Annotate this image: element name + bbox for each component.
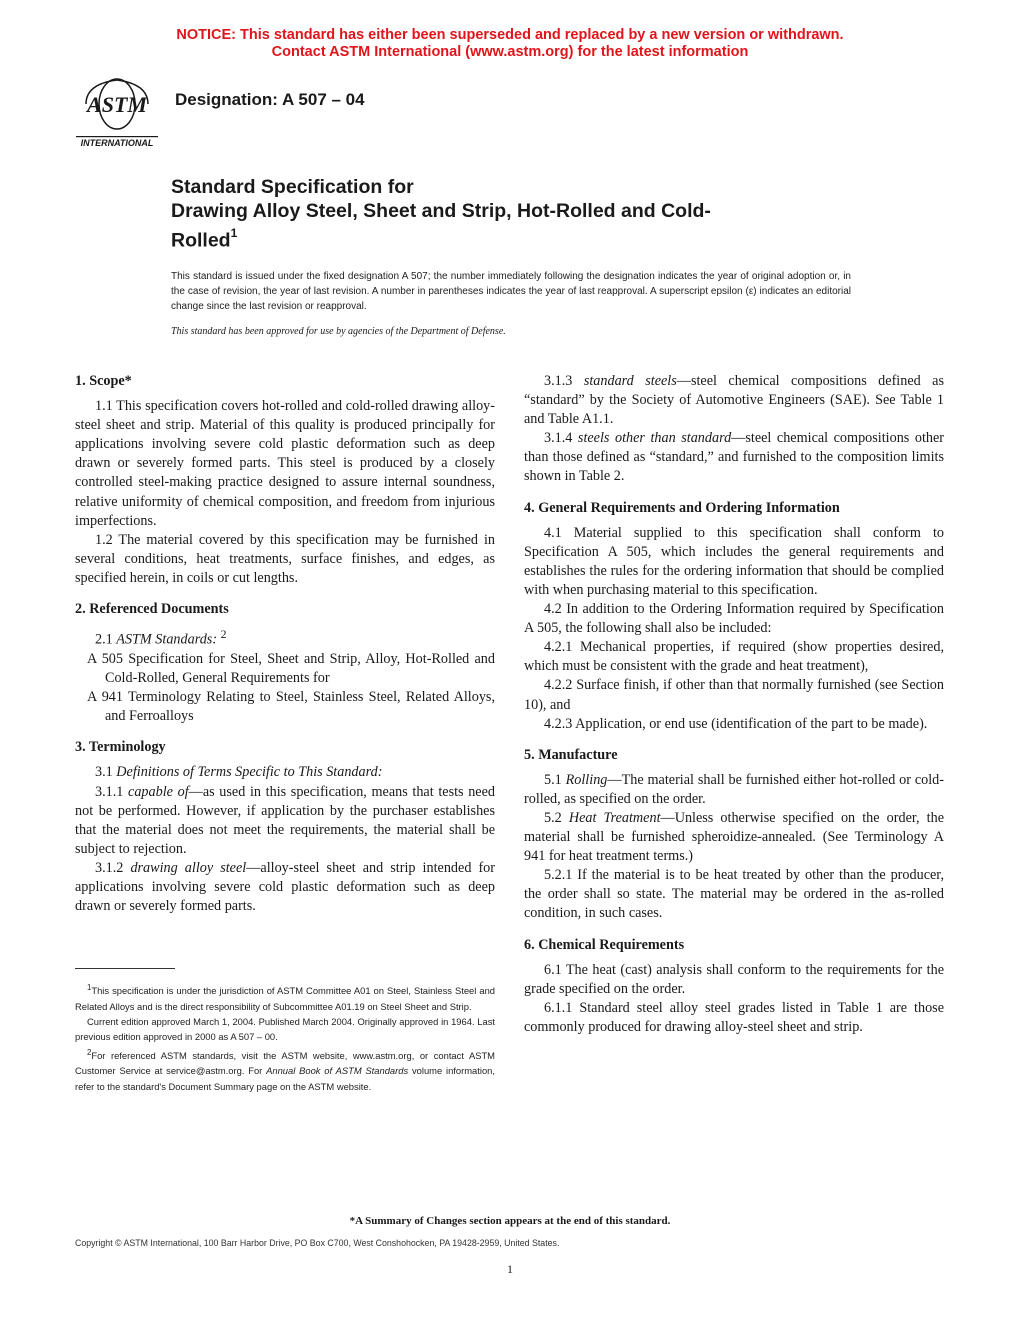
ref-a505: A 505 Specification for Steel, Sheet and Strip, Alloy, Hot-Rolled and Cold-Rolled, General Requirements for	[87, 650, 495, 687]
issuance-note: This standard is issued under the fixed designation A 507; the number immediately following the designation indicates the year of original adoption or, in the case of revision, the year of last revision. A number in parentheses indicates the year of last reapproval. A superscript epsilon (ε) indicates an editorial change since the last revision or reapproval.	[171, 271, 851, 312]
copyright: Copyright © ASTM International, 100 Barr Harbor Drive, PO Box C700, West Conshohocken, PA 19428-2959, United States.	[75, 1238, 560, 1248]
designation: Designation: A 507 – 04	[175, 90, 365, 109]
logo-mark: ASTM	[87, 92, 147, 117]
para-3-1-4: 3.1.4 steels other than standard—steel chemical compositions other than those defined as “standard,” and furnished to the composition limits shown in Table 2.	[524, 430, 944, 485]
left-column	[75, 372, 495, 916]
para-3-1-2: 3.1.2 drawing alloy steel—alloy-steel sheet and strip intended for applications involving severe cold plastic deformation such as deep drawn or severely formed parts.	[75, 859, 496, 915]
para-3-1-3: 3.1.3 standard steels—steel chemical compositions defined as “standard” by the Society of Automotive Engineers (SAE). See Table 1 and Table A1.1.	[524, 373, 944, 428]
section-6-heading: 6. Chemical Requirements	[524, 936, 685, 953]
right-column	[524, 372, 944, 1037]
footnotes	[75, 980, 495, 1094]
title-line-3: Rolled$^1$	[171, 226, 238, 252]
para-3-1-1: 3.1.1 capable of—as used in this specification, means that tests need not be performed. However, if application by the purchaser establishes that the material does not meet the requirements, the material shall be subject to rejection.	[75, 783, 495, 857]
para-1-2: 1.2 The material covered by this specification may be furnished in several conditions, heat treatments, surface finishes, and edges, as specified herein, in coils or cut lengths.	[75, 531, 495, 586]
title-line-1: Standard Specification for	[171, 176, 414, 198]
notice-line-1: NOTICE: This standard has either been superseded and replaced by a new version or withdrawn.	[176, 27, 844, 43]
footnote-1-edition: Current edition approved March 1, 2004. Published March 2004. Originally approved in 1964. Last previous edition approved in 2000 as A 507 – 00.	[75, 1015, 495, 1043]
para-5-1: 5.1 Rolling—The material shall be furnished either hot-rolled or cold-rolled, as specified on the order.	[524, 771, 944, 807]
para-4-2-1: 4.2.1 Mechanical properties, if required (show properties desired, which must be consistent with the grade and heat treatment),	[524, 639, 944, 675]
notice-line-2: Contact ASTM International (www.astm.org) for the latest information	[271, 44, 749, 60]
section-2-heading: 2. Referenced Documents	[75, 601, 229, 618]
para-4-2-3: 4.2.3 Application, or end use (identification of the part to be made).	[544, 715, 928, 732]
para-4-2-2: 4.2.2 Surface finish, if other than that normally furnished (see Section 10), and	[524, 677, 944, 713]
logo-sub: INTERNATIONAL	[80, 138, 154, 148]
footnote-divider	[75, 968, 175, 969]
para-5-2: 5.2 Heat Treatment—Unless otherwise specified on the order, the material shall be furnished spheroidize-annealed. (See Terminology A 941 for heat treatment terms.)	[524, 809, 944, 865]
para-4-2: 4.2 In addition to the Ordering Information required by Specification A 505, the following shall also be included:	[524, 601, 944, 637]
title-footnote-mark: 1	[230, 226, 238, 240]
dod-approval-note: This standard has been approved for use by agencies of the Department of Defense.	[171, 326, 506, 337]
para-6-1: 6.1 The heat (cast) analysis shall conform to the requirements for the grade specified on the order.	[524, 961, 944, 997]
ref-a941: A 941 Terminology Relating to Steel, Stainless Steel, Related Alloys, and Ferroalloys	[87, 689, 495, 725]
footnote-2: $^2$For referenced ASTM standards, visit the ASTM website, www.astm.org, or contact ASTM Customer Service at service@astm.org. For Annual Book of ASTM Standards volume information, refer to the standard's Document Summary page on the ASTM website.	[75, 1047, 495, 1092]
footnote-1: $^1$This specification is under the jurisdiction of ASTM Committee A01 on Steel, Stainless Steel and Related Alloys and is the direct responsibility of Subcommittee A01.19 on Steel Sheet and Strip.	[75, 983, 495, 1012]
para-2-1: 2.1 ASTM Standards: $^2$	[95, 627, 227, 648]
section-4-heading: 4. General Requirements and Ordering Information	[524, 499, 840, 516]
summary-note: *A Summary of Changes section appears at the end of this standard.	[349, 1215, 671, 1227]
title-line-2: Drawing Alloy Steel, Sheet and Strip, Hot-Rolled and Cold-	[171, 200, 711, 222]
astm-logo-icon	[72, 78, 162, 150]
para-5-2-1: 5.2.1 If the material is to be heat treated by other than the producer, the order shall so state. The material may be ordered in the as-rolled condition, in such cases.	[524, 867, 944, 922]
document-title	[171, 175, 871, 253]
para-1-1: 1.1 This specification covers hot-rolled and cold-rolled drawing alloy-steel sheet and strip. Material of this quality is produced principally for applications involving severe cold plastic deformation such as deep drawn or severely formed parts. This steel is produced by a closely controlled steel-making practice designed to assure internal soundness, relative uniformity of chemical composition, and freedom from injurious imperfections.	[75, 398, 495, 529]
section-5-heading: 5. Manufacture	[524, 746, 618, 763]
page-number: 1	[507, 1262, 513, 1276]
section-1-heading: 1. Scope*	[75, 373, 132, 389]
supersede-notice	[0, 27, 1020, 61]
section-3-heading: 3. Terminology	[75, 739, 166, 756]
para-4-1: 4.1 Material supplied to this specification shall conform to Specification A 505, which includes the general requirements and establishes the rules for the ordering information that should be complied with when purchasing material to this specification.	[524, 524, 944, 598]
para-3-1: 3.1 Definitions of Terms Specific to This Standard:	[95, 764, 383, 781]
astm-logo	[72, 78, 162, 150]
para-6-1-1: 6.1.1 Standard steel alloy steel grades listed in Table 1 are those commonly produced for drawing alloy-steel sheet and strip.	[524, 999, 944, 1035]
